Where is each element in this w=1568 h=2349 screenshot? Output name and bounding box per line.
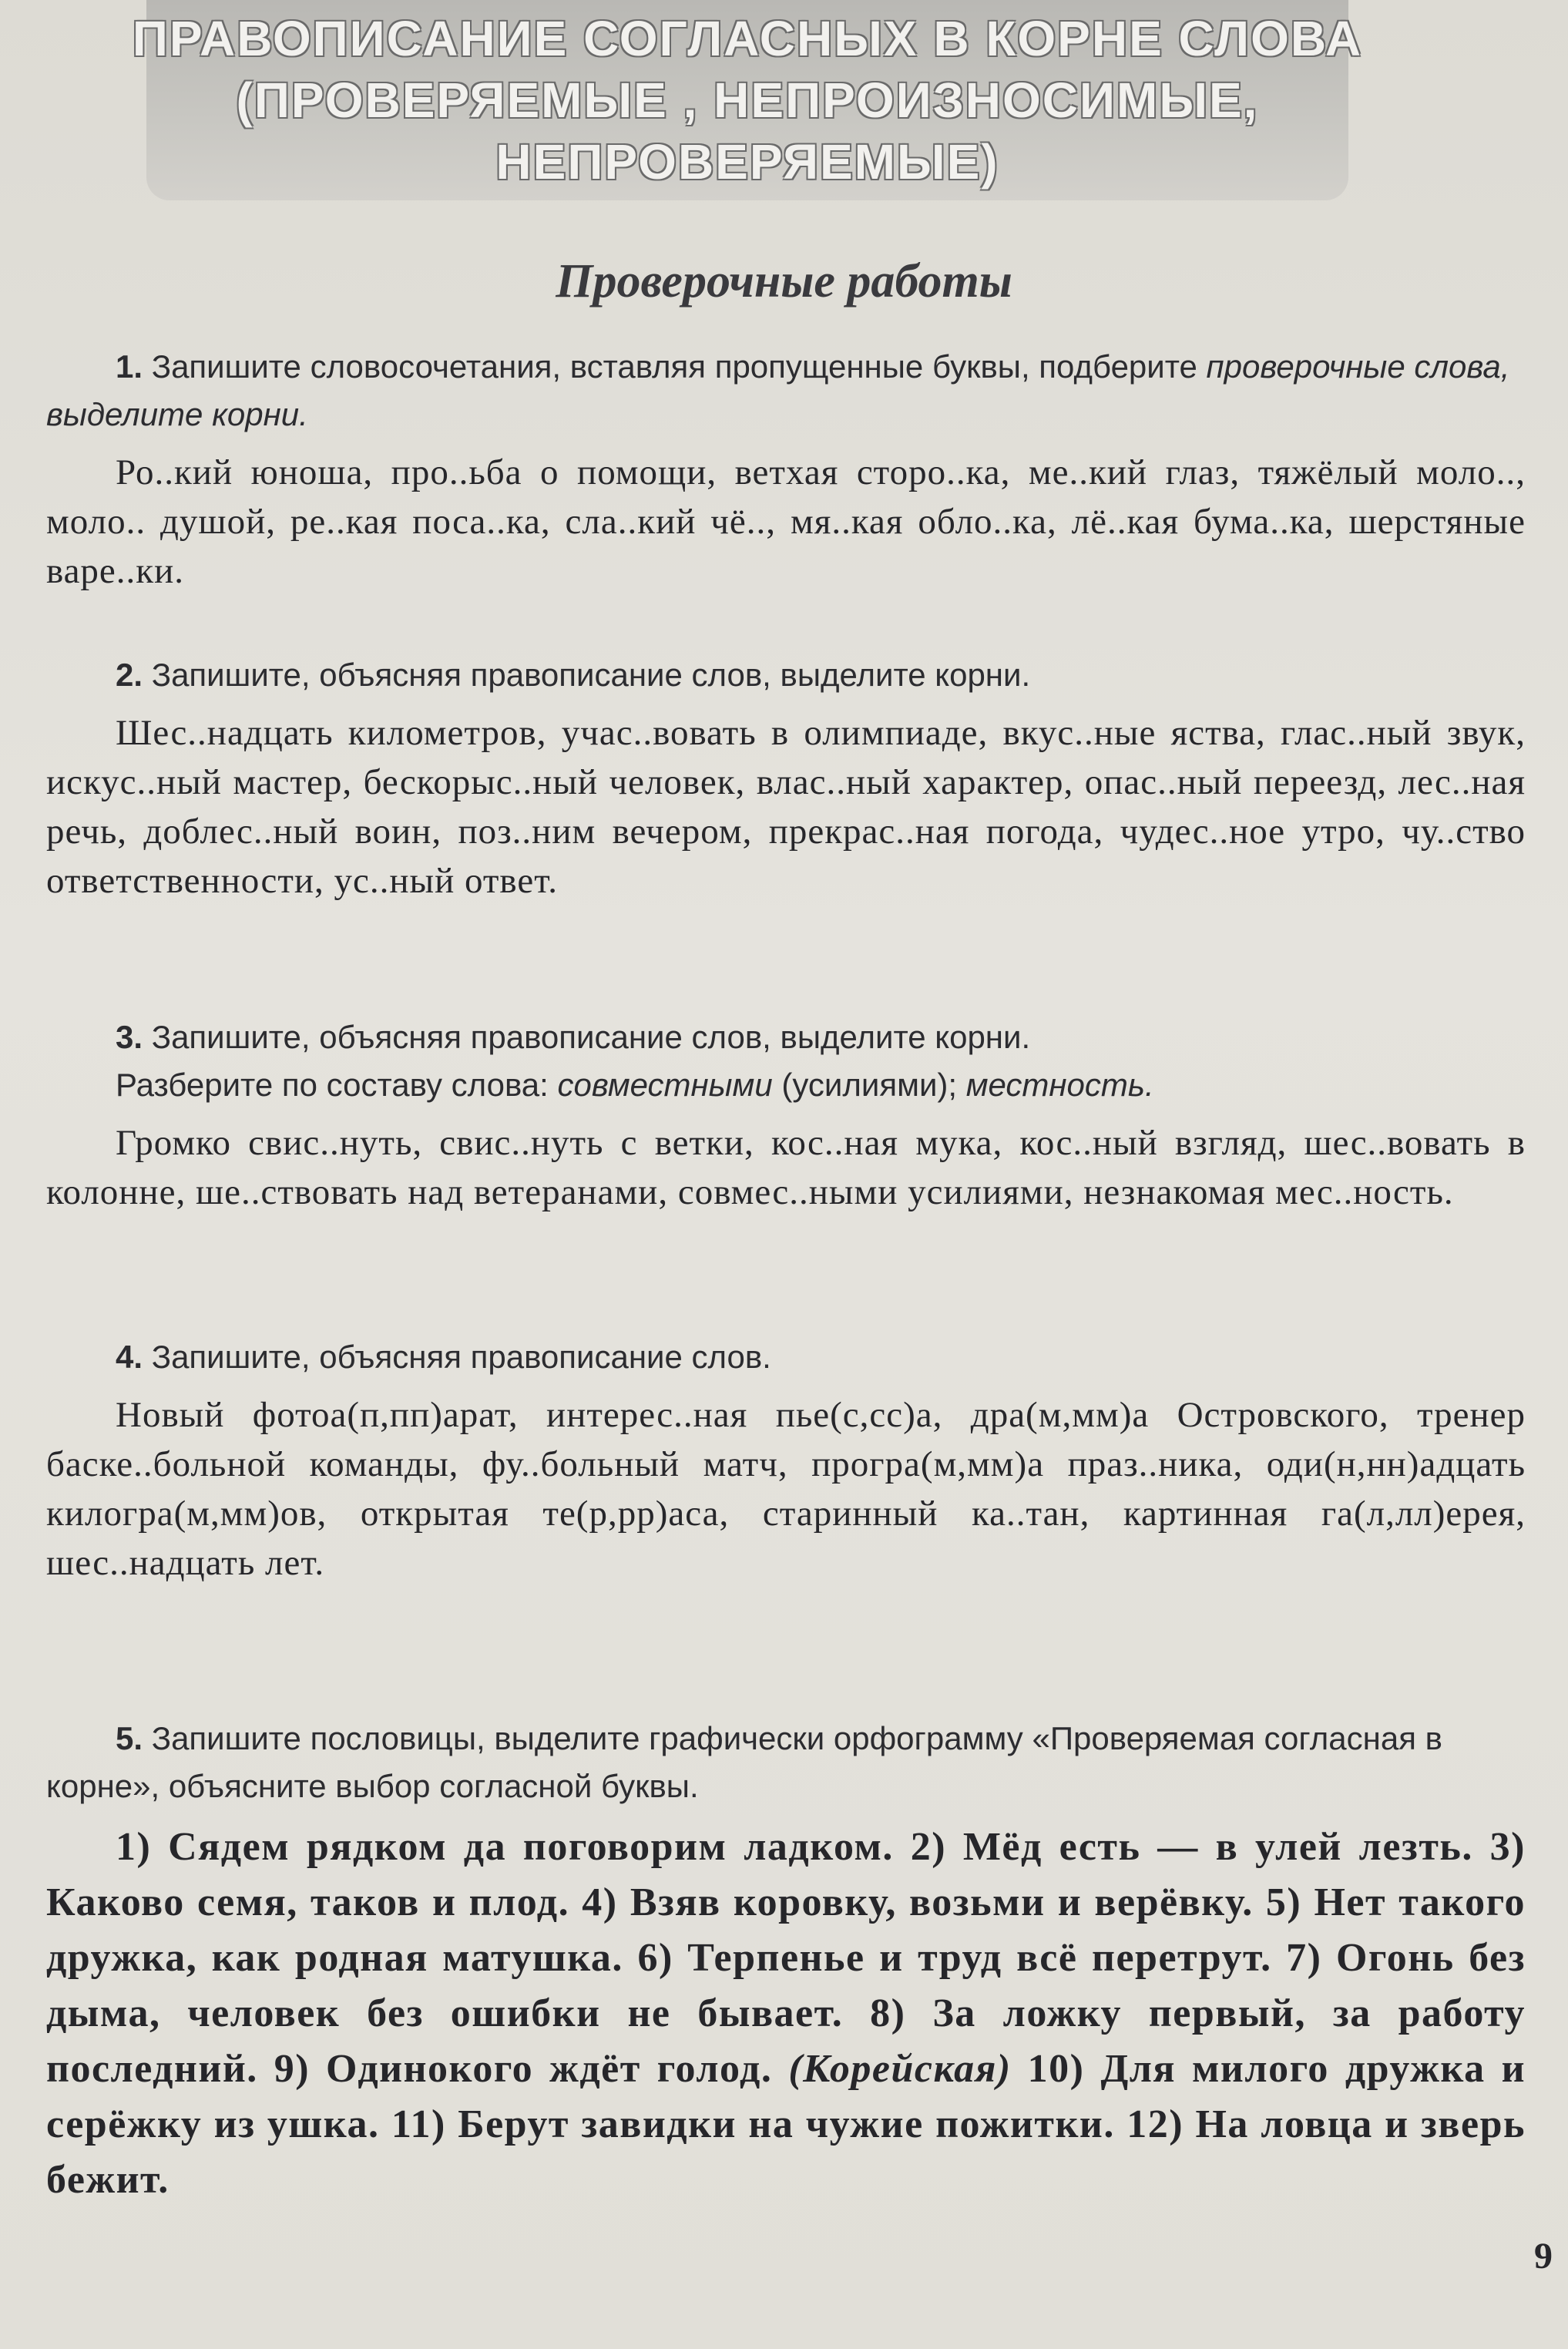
task-3-instruction <box>46 1013 1526 1061</box>
task-3-instruction-2-mid: (усилиями); <box>781 1067 958 1103</box>
task-1 <box>46 343 1526 596</box>
task-3 <box>46 1013 1526 1217</box>
task-4-text: Новый фотоа(п,пп)арат, интерес..ная пье(с,сс)а, дра(м,мм)а Островского, тренер баске..больной команды, фу..больный матч, програ(м,мм)а праз..ника, оди(н,нн)адцать килогра(м,мм)ов, открытая те(р,рр)аса, старинный ка..тан, картинная га(л,лл)ерея, шес..надцать лет. <box>46 1395 1526 1583</box>
task-5-proverbs-part-1: 1) Сядем рядком да поговорим ладком. 2) Мёд есть — в улей лезть. 3) Каково семя, таков и плод. 4) Взяв коровку, возьми и верёвку. 5) Нет такого дружка, как родная матушка. 6) Терпенье и труд всё перетрут. 7) Огонь без дыма, человек без ошибки не бывает. 8) За ложку первый, за работу последний. 9) Одинокого ждёт голод. <box>46 1825 1526 2091</box>
task-3-instruction-text: Запишите, объясняя правописание слов, выделите корни. <box>151 1019 1031 1055</box>
page-number: 9 <box>1534 2236 1553 2277</box>
task-4 <box>46 1333 1526 1588</box>
task-3-word-2: местность. <box>965 1067 1154 1103</box>
chapter-title-line-3: НЕПРОВЕРЯЕМЫЕ) <box>495 134 999 190</box>
task-5-origin-note: (Корейская) <box>788 2047 1012 2091</box>
task-1-text: Ро..кий юноша, про..ьба о помощи, ветхая сторо..ка, ме..кий глаз, тяжёлый моло.., моло.. душой, ре..кая поса..ка, сла..кий чё.., мя..кая обло..ка, лё..кая бума..ка, шерстяные варе..ки. <box>46 452 1526 591</box>
task-3-number: 3. <box>116 1019 143 1055</box>
task-1-instruction <box>46 343 1526 439</box>
task-1-instruction-italic: проверочные слова, выделите корни. <box>46 348 1510 432</box>
task-1-instruction-text: Запишите словосочетания, вставляя пропущенные буквы, подберите <box>151 348 1197 385</box>
task-4-instruction-text: Запишите, объясняя правописание слов. <box>151 1339 771 1375</box>
task-5 <box>46 1715 1526 2208</box>
task-5-instruction <box>46 1715 1526 1810</box>
task-4-instruction <box>46 1333 1526 1381</box>
task-3-instruction-2 <box>46 1061 1526 1109</box>
chapter-title-line-2: (ПРОВЕРЯЕМЫЕ , НЕПРОИЗНОСИМЫЕ, <box>236 72 1259 128</box>
task-5-text <box>46 1820 1526 2208</box>
task-2-instruction <box>46 651 1526 699</box>
chapter-title-banner <box>132 0 1363 200</box>
task-2-number: 2. <box>116 657 143 693</box>
task-3-text: Громко свис..нуть, свис..нуть с ветки, кос..ная мука, кос..ный взгляд, шес..вовать в колонне, ше..ствовать над ветеранами, совмес..ными усилиями, незнакомая мес..ность. <box>46 1123 1526 1212</box>
task-3-instruction-2-prefix: Разберите по составу слова: <box>116 1067 549 1103</box>
task-4-number: 4. <box>116 1339 143 1375</box>
task-5-proverbs-part-2: 10) Для милого дружка и серёжку из ушка. 11) Берут завидки на чужие пожитки. 12) На ловца и зверь бежит. <box>46 2047 1526 2202</box>
task-5-instruction-text: Запишите пословицы, выделите графически орфограмму «Проверяемая согласная в корне», объясните выбор согласной буквы. <box>46 1720 1442 1804</box>
task-1-number: 1. <box>116 348 143 385</box>
task-2-instruction-text: Запишите, объясняя правописание слов, выделите корни. <box>151 657 1031 693</box>
section-subtitle: Проверочные работы <box>556 255 1012 307</box>
task-5-number: 5. <box>116 1720 143 1756</box>
task-3-word-1: совместными <box>557 1067 773 1103</box>
task-2-text: Шес..надцать километров, учас..вовать в олимпиаде, вкус..ные яства, глас..ный звук, искус..ный мастер, бескорыс..ный человек, влас..ный характер, опас..ный переезд, лес..ная речь, доблес..ный воин, поз..ним вечером, прекрас..ная погода, чудес..ное утро, чу..ство ответственности, ус..ный ответ. <box>46 713 1526 901</box>
task-2 <box>46 651 1526 906</box>
chapter-title-line-1: ПРАВОПИСАНИЕ СОГЛАСНЫХ В КОРНЕ СЛОВА <box>132 11 1363 66</box>
